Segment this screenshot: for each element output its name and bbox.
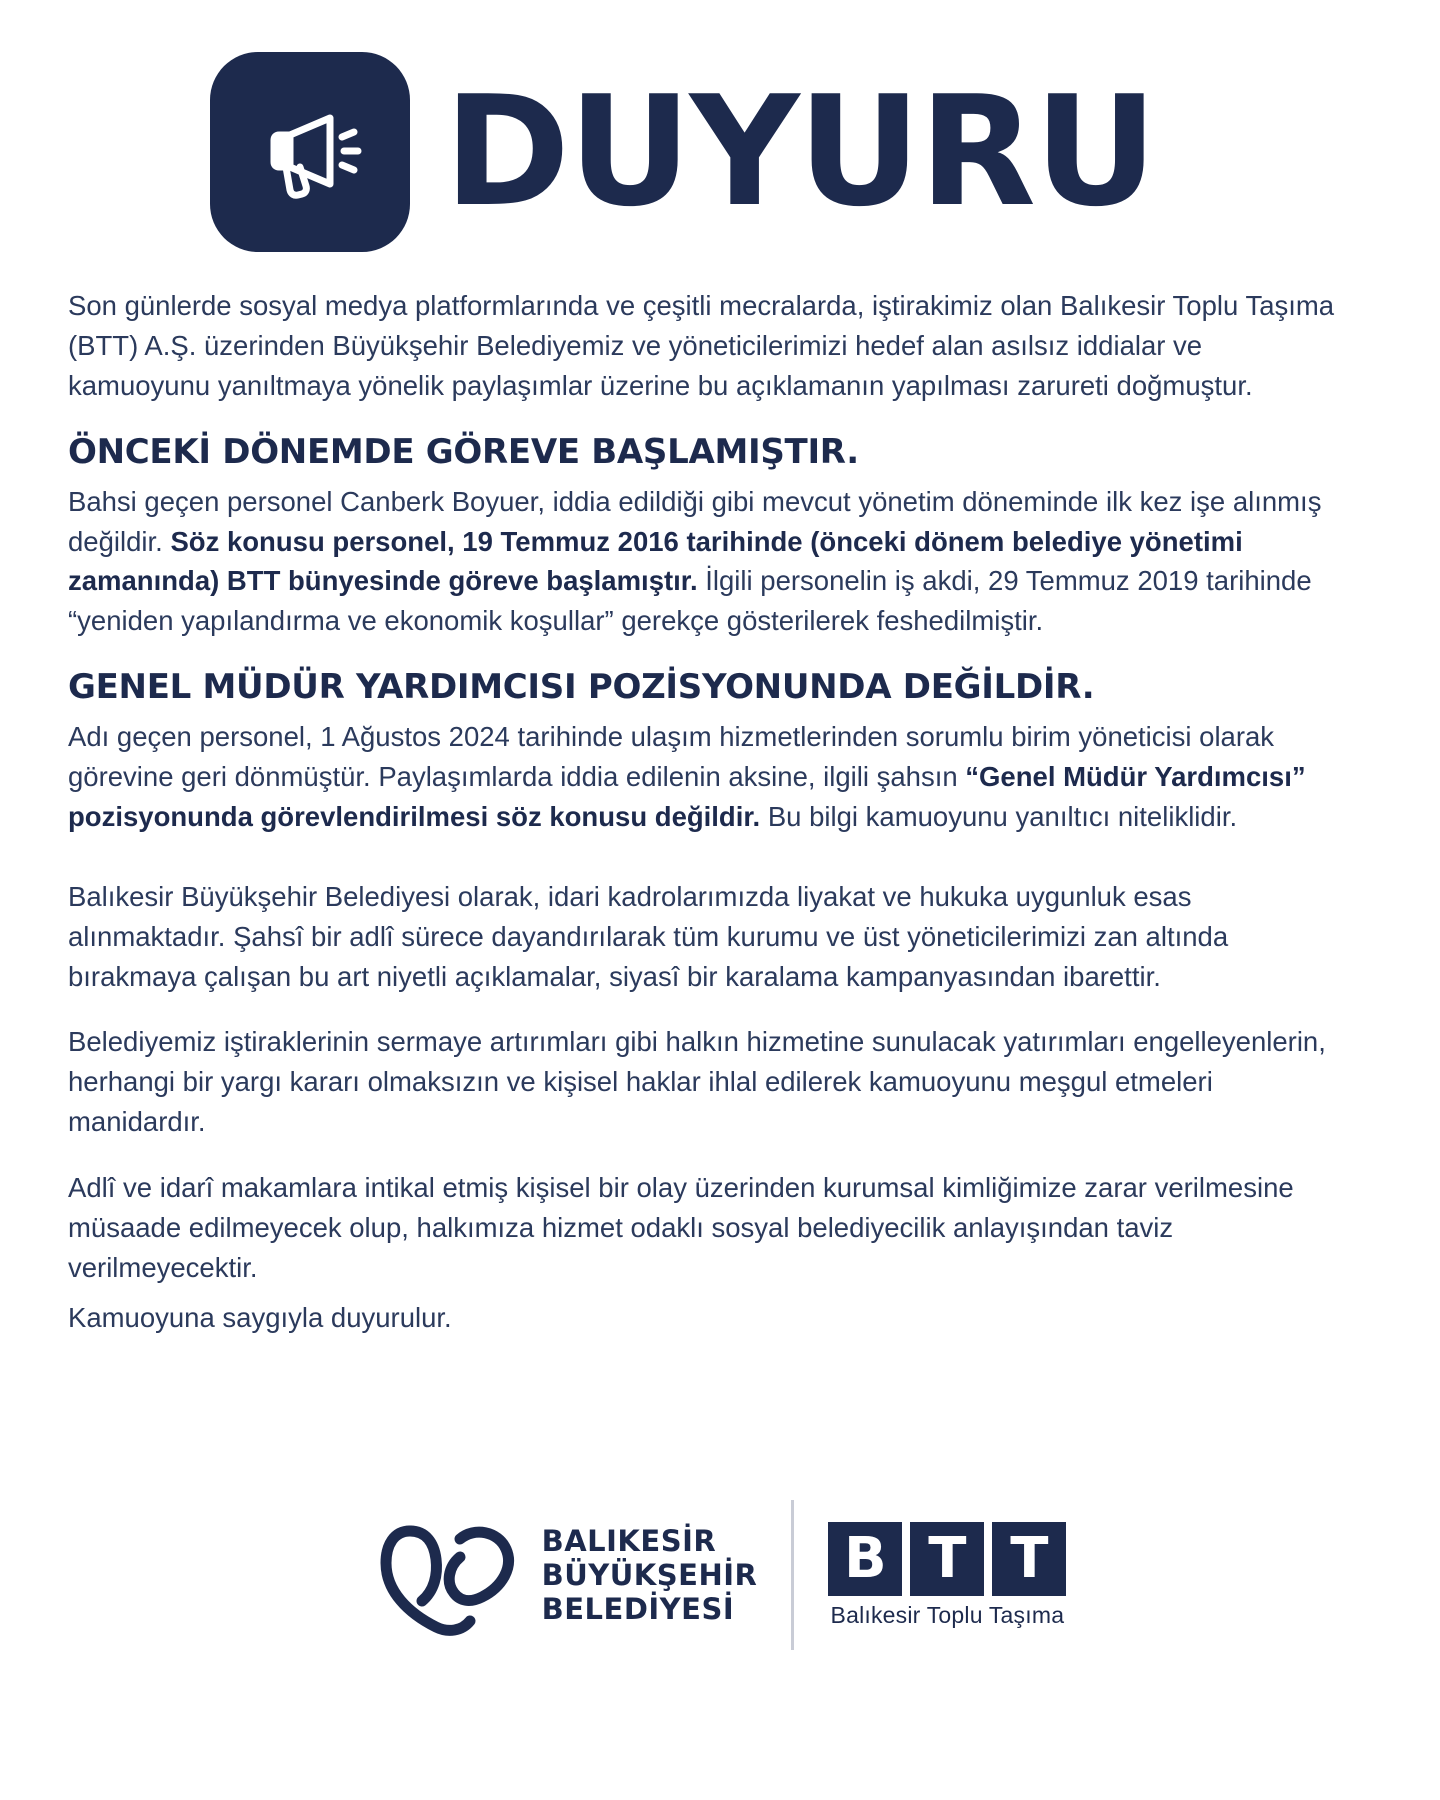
section-2-text-b: Bu bilgi kamuoyunu yanıltıcı niteliklidir.	[760, 800, 1238, 832]
section-1-heading: ÖNCEKİ DÖNEMDE GÖREVE BAŞLAMIŞTIR.	[68, 431, 859, 472]
page-title: DUYURU	[444, 63, 1156, 240]
closing-line: Kamuoyuna saygıyla duyurulur.	[68, 1301, 452, 1333]
section-1-paragraph	[68, 482, 1348, 642]
footer-logos	[0, 1500, 1440, 1650]
section-2-text-bold: “Genel Müdür Yardımcısı” pozisyonunda görevlendirilmesi söz konusu değildir.	[68, 761, 1306, 832]
heart-logo-icon	[374, 1505, 524, 1645]
btt-subtitle: Balıkesir Toplu Taşıma	[830, 1601, 1065, 1628]
btt-letter-2: T	[910, 1522, 984, 1596]
paragraph-4: Belediyemiz iştiraklerinin sermaye artırımları gibi halkın hizmetine sunulacak yatırımları engelleyenlerin, herhangi bir yargı kararı olmaksızın ve kişisel haklar ihlal edilerek kamuoyunu meşgul etmeleri manidardır.	[68, 1026, 1326, 1138]
btt-letter-3: T	[992, 1522, 1066, 1596]
municipality-wordmark	[542, 1524, 758, 1627]
megaphone-icon	[210, 52, 410, 252]
btt-letters	[828, 1522, 1066, 1596]
paragraph-5: Adlî ve idarî makamlara intikal etmiş kişisel bir olay üzerinden kurumsal kimliğimize zarar verilmesine müsaade edilmeyecek olup, halkımıza hizmet odaklı sosyal belediyecilik anlayışından taviz verilmeyecektir.	[68, 1172, 1294, 1283]
municipality-line-2: BÜYÜKŞEHİR	[541, 1557, 758, 1592]
municipality-logo	[374, 1505, 758, 1645]
section-1-text-b: İlgili personelin iş akdi, 29 Temmuz 2019 tarihinde “yeniden yapılandırma ve ekonomik koşullar” gerekçe gösterilerek feshedilmiştir.	[68, 565, 1312, 637]
section-1-text-bold: Söz konusu personel, 19 Temmuz 2016 tarihinde (önceki dönem belediye yönetimi zamanında) BTT bünyesinde göreve başlamıştır.	[68, 525, 1243, 597]
spacer	[68, 863, 1348, 877]
header	[62, 0, 1378, 252]
logo-divider	[791, 1500, 794, 1650]
section-2-paragraph	[68, 717, 1348, 837]
section-2-heading: GENEL MÜDÜR YARDIMCISI POZİSYONUNDA DEĞİLDİR.	[68, 667, 1095, 708]
municipality-line-1: BALIKESİR	[541, 1523, 717, 1558]
btt-logo	[828, 1522, 1066, 1629]
announcement-body	[62, 286, 1378, 1338]
btt-letter-1: B	[828, 1522, 902, 1596]
intro-paragraph: Son günlerde sosyal medya platformlarında ve çeşitli mecralarda, iştirakimiz olan Balıkesir Toplu Taşıma (BTT) A.Ş. üzerinden Büyükşehir Belediyemiz ve yöneticilerimizi hedef alan asılsız iddialar ve kamuoyunu yanıltmaya yönelik paylaşımlar üzerine bu açıklamanın yapılması zarureti doğmuştur.	[68, 290, 1335, 401]
section-2-text-a: Adı geçen personel, 1 Ağustos 2024 tarihinde ulaşım hizmetlerinden sorumlu birim yöneticisi olarak görevine geri dönmüştür. Paylaşımlarda iddia edilenin aksine, ilgili şahsın	[68, 721, 1275, 792]
section-1-text-a: Bahsi geçen personel Canberk Boyuer, iddia edildiği gibi mevcut yönetim döneminde ilk kez işe alınmış değildir.	[68, 485, 1322, 557]
paragraph-3: Balıkesir Büyükşehir Belediyesi olarak, idari kadrolarımızda liyakat ve hukuka uygunluk esas alınmaktadır. Şahsî bir adlî sürece dayandırılarak tüm kurumu ve üst yöneticilerimizi zan altında bırakmaya çalışan bu art niyetli açıklamalar, siyasî bir karalama kampanyasından ibarettir.	[68, 880, 1229, 992]
municipality-line-3: BELEDİYESİ	[541, 1592, 735, 1627]
